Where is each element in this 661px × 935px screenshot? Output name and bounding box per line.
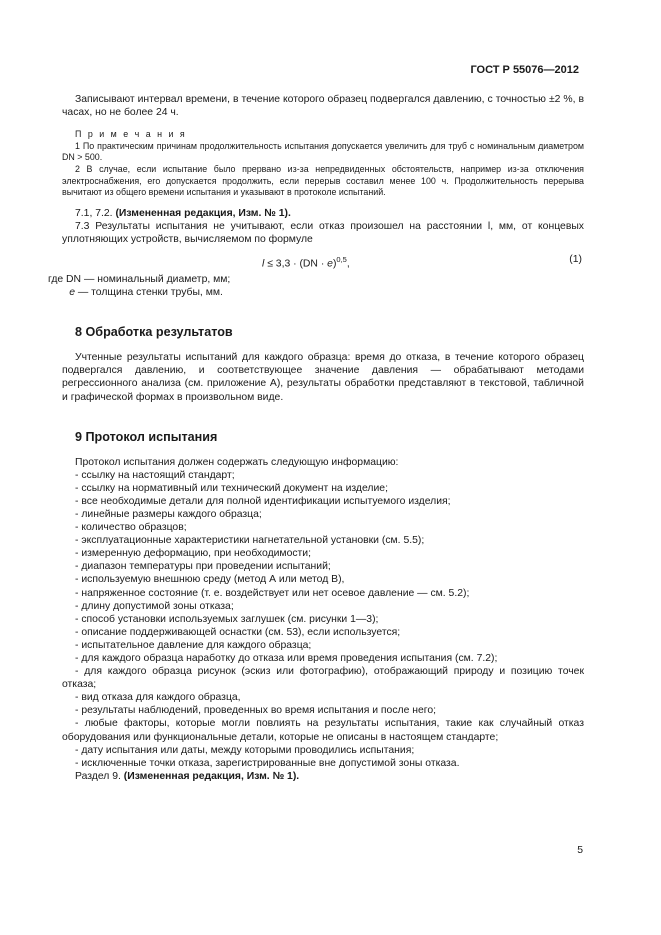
clause-7-1-number: 7.1, 7.2. xyxy=(75,207,113,219)
section-9-amendment-text: (Измененная редакция, Изм. № 1). xyxy=(123,770,300,782)
clause-7-1-7-2 xyxy=(62,207,584,220)
where-prefix: где DN — xyxy=(48,274,95,286)
list-item: - способ установки используемых заглушек (см. рисунки 1—3); xyxy=(75,613,379,625)
notes-title: П р и м е ч а н и я xyxy=(75,129,187,140)
where-e-text: — толщина стенки трубы, мм. xyxy=(75,287,223,299)
section-9-ref: Раздел 9. xyxy=(75,770,121,782)
list-item: - исключенные точки отказа, зарегистрированные вне допустимой зоны отказа. xyxy=(75,757,460,769)
list-item: - используемую внешнюю среду (метод А или метод В), xyxy=(75,574,345,586)
list-item: - вид отказа для каждого образца, xyxy=(75,692,241,704)
formula-number: (1) xyxy=(569,254,582,266)
where-line-2 xyxy=(62,286,584,299)
list-item: - для каждого образца рисунок (эскиз или фотографию), отображающий природу и позицию точек отказа; xyxy=(62,666,584,691)
note-2: 2 В случае, если испытание было прервано из-за непредвиденных обстоятельств, например из-за отключения электроснабжения, его допускается продолжить, если перерыв составил менее 100 ч. Продолжительность перерыва вычитают из общего времени испытания и указывают в протоколе испытаний. xyxy=(62,163,584,198)
list-item: - диапазон температуры при проведении испытаний; xyxy=(75,561,331,573)
section-8-text: Учтенные результаты испытаний для каждого образца: время до отказа, в течение которого образец подвергался давлению, и соответствующее значение давления — обрабатывают методами регрессионного анализа (см. приложение А), результаты обработки представляют в текстовой, табличной и графической формах в произвольном виде. xyxy=(62,352,584,403)
list-item: - для каждого образца наработку до отказа или время проведения испытания (см. 7.2); xyxy=(75,653,498,664)
where-line-1 xyxy=(48,273,584,286)
list-item: - дату испытания или даты, между которыми проводились испытания; xyxy=(75,744,415,756)
formula-tail: , xyxy=(346,258,350,270)
page-number: 5 xyxy=(577,845,583,856)
clause-7-3: 7.3 Результаты испытания не учитывают, если отказ произошел на расстоянии l, мм, от концевых уплотняющих устройств, вычисляемом по формуле xyxy=(62,220,584,245)
list-item: - результаты наблюдений, проведенных во время испытания и после него; xyxy=(75,705,436,717)
clause-7-1-amendment: (Измененная редакция, Изм. № 1). xyxy=(115,207,291,219)
list-item: - испытательное давление для каждого образца; xyxy=(75,639,312,651)
list-item: - описание поддерживающей оснастки (см. 53), если используется; xyxy=(75,626,401,638)
list-item: - все необходимые детали для полной идентификации испытуемого изделия; xyxy=(75,495,451,507)
note-1: 1 По практическим причинам продолжительность испытания допускается увеличить для труб с номинальным диаметром DN > 500. xyxy=(62,140,584,163)
protocol-list xyxy=(62,469,584,770)
where-var-e: e xyxy=(69,287,75,299)
section-9-lead: Протокол испытания должен содержать следующую информацию: xyxy=(75,456,399,468)
list-item: - измеренную деформацию, при необходимости; xyxy=(75,548,312,560)
standard-header: ГОСТ Р 55076—2012 xyxy=(470,64,579,76)
list-item: - количество образцов; xyxy=(75,522,187,534)
formula-mid: ≤ 3,3 · (DN · xyxy=(264,258,328,270)
formula-close: ) xyxy=(332,258,337,270)
where-dn-text: номинальный диаметр, мм; xyxy=(94,274,231,286)
section-9-amendment xyxy=(62,770,584,783)
list-item: - напряженное состояние (т. е. воздействует или нет осевое давление — см. 5.2); xyxy=(75,587,470,599)
formula-lhs: l xyxy=(262,258,265,270)
formula-row xyxy=(62,253,584,269)
formula-exponent: 0,5 xyxy=(336,255,347,265)
list-item: - длину допустимой зоны отказа; xyxy=(75,600,234,612)
formula-var: e xyxy=(327,258,333,270)
list-item: - линейные размеры каждого образца; xyxy=(75,508,262,520)
section-8-title: 8 Обработка результатов xyxy=(75,325,233,340)
list-item: - любые факторы, которые могли повлиять на результаты испытания, такие как случайный отказ оборудования или функциональные детали, которые не описаны в настоящем стандарте; xyxy=(62,718,584,743)
list-item: - ссылку на настоящий стандарт; xyxy=(75,469,235,481)
formula-1 xyxy=(262,253,350,271)
list-item: - эксплуатационные характеристики нагнетательной установки (см. 5.5); xyxy=(75,535,425,547)
section-9-title: 9 Протокол испытания xyxy=(75,429,218,444)
intro-paragraph: Записывают интервал времени, в течение которого образец подвергался давлению, с точностью ±2 %, в часах, но не более 24 ч. xyxy=(62,94,584,119)
page-body xyxy=(48,93,584,783)
list-item: - ссылку на нормативный или технический документ на изделие; xyxy=(75,482,388,494)
